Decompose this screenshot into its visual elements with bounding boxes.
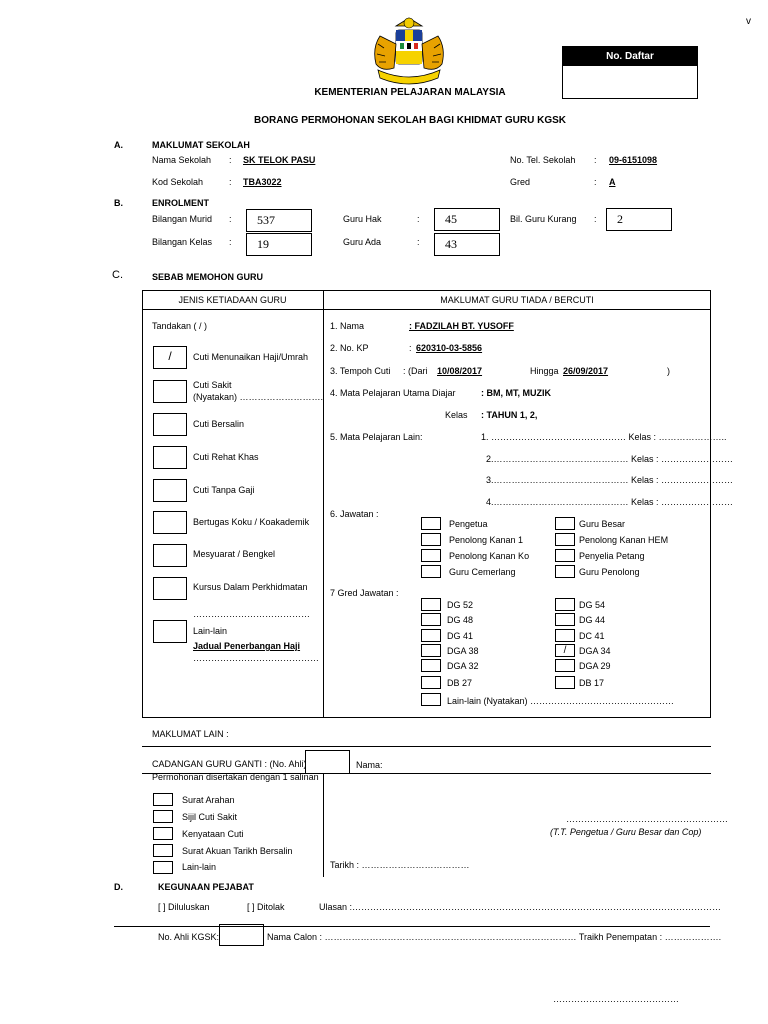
reason-checkbox[interactable] — [153, 620, 187, 643]
kod-sekolah-label: Kod Sekolah — [152, 177, 204, 187]
gred-lainlain: Lain-lain (Nyatakan) ………………………………………… — [447, 696, 675, 706]
gred-option: DB 27 — [447, 678, 473, 688]
no-kp-label: 2. No. KP — [330, 343, 369, 353]
ulasan-field[interactable]: Ulasan :…………………………………………………………………………………………………………… — [319, 902, 722, 912]
reason-checkbox[interactable] — [153, 413, 187, 436]
colon: : — [594, 214, 597, 224]
reason-label: Kursus Dalam Perkhidmatan — [193, 582, 308, 592]
form-title: BORANG PERMOHONAN SEKOLAH BAGI KHIDMAT GURU KGSK — [253, 115, 567, 126]
gred-checkbox[interactable] — [421, 629, 441, 642]
tempoh-to-value: 26/09/2017 — [563, 366, 609, 376]
reason-label: Cuti Rehat Khas — [193, 452, 259, 462]
reason-label: Cuti Sakit — [193, 380, 232, 390]
no-ahli-kgsk-field[interactable] — [219, 924, 264, 946]
jawatan-option: Guru Penolong — [579, 567, 640, 577]
colon: : — [594, 177, 597, 187]
lainlain-value: Jadual Penerbangan Haji — [193, 641, 301, 651]
attachment-checkbox[interactable] — [153, 861, 173, 874]
mata-pelajaran-lain-line: 2.……………………………………… Kelas : …………………… — [486, 454, 734, 464]
gred-checkbox[interactable] — [421, 644, 441, 657]
jawatan-checkbox[interactable] — [555, 549, 575, 562]
reason-checkbox[interactable] — [153, 479, 187, 502]
reason-label: Cuti Bersalin — [193, 419, 245, 429]
attachment-checkbox[interactable] — [153, 810, 173, 823]
attachment-label: Kenyataan Cuti — [182, 829, 244, 839]
divider-line — [142, 746, 711, 747]
reason-label: Mesyuarat / Bengkel — [193, 549, 276, 559]
tel-label: No. Tel. Sekolah — [510, 155, 576, 165]
gred-checkbox[interactable] — [421, 693, 441, 706]
attachment-label: Sijil Cuti Sakit — [182, 812, 238, 822]
mata-pelajaran-lain-label: 5. Mata Pelajaran Lain: — [330, 432, 423, 442]
table-header-line — [142, 309, 711, 310]
gred-label: Gred — [510, 177, 531, 187]
tempoh-hingga: Hingga — [530, 366, 559, 376]
signature-line: ……………………………………………… — [566, 814, 728, 824]
section-d-title: KEGUNAAN PEJABAT — [158, 882, 254, 892]
jawatan-option: Penyelia Petang — [579, 551, 645, 561]
gred-checkbox[interactable] — [421, 676, 441, 689]
gred-option: DG 52 — [447, 600, 474, 610]
gred-checkbox[interactable] — [555, 676, 575, 689]
gred-checkbox[interactable] — [555, 613, 575, 626]
bilangan-murid-label: Bilangan Murid — [152, 214, 213, 224]
jawatan-checkbox[interactable] — [555, 517, 575, 530]
ministry-title: KEMENTERIAN PELAJARAN MALAYSIA — [314, 87, 506, 98]
nama-value: : FADZILAH BT. YUSOFF — [409, 321, 514, 331]
no-ahli-field[interactable] — [305, 750, 350, 774]
reason-checkbox[interactable] — [153, 511, 187, 534]
guru-hak-field[interactable]: 45 — [434, 208, 500, 231]
jawatan-checkbox[interactable] — [555, 533, 575, 546]
attachment-label: Surat Arahan — [182, 795, 235, 805]
jawatan-option: Penolong Kanan Ko — [449, 551, 530, 561]
guru-hak-label: Guru Hak — [343, 214, 382, 224]
nama-guru-ganti-label: Nama: — [356, 760, 383, 770]
nama-sekolah-label: Nama Sekolah — [152, 155, 212, 165]
gred-option: DG 44 — [579, 615, 606, 625]
table-divider — [323, 290, 324, 718]
jawatan-option: Guru Cemerlang — [449, 567, 516, 577]
reason-checkbox[interactable] — [153, 577, 187, 600]
reason-checkbox[interactable] — [153, 446, 187, 469]
divider-line — [114, 926, 710, 927]
left-column-header: JENIS KETIADAAN GURU — [178, 295, 287, 305]
section-a-title: MAKLUMAT SEKOLAH — [152, 140, 250, 150]
no-kp-value: 620310-03-5856 — [416, 343, 483, 353]
gred-option: DB 17 — [579, 678, 605, 688]
mata-pelajaran-value: : BM, MT, MUZIK — [481, 388, 551, 398]
section-a-letter: A. — [114, 140, 123, 150]
colon: : — [417, 214, 420, 224]
colon: : — [229, 214, 232, 224]
reason-label: Lain-lain — [193, 626, 228, 636]
gred-checkbox[interactable] — [555, 598, 575, 611]
gred-option: DG 54 — [579, 600, 606, 610]
tempoh-cuti-label: 3. Tempoh Cuti — [330, 366, 391, 376]
gred-checkbox[interactable] — [421, 659, 441, 672]
section-c-title: SEBAB MEMOHON GURU — [152, 272, 264, 282]
gred-option: DG 48 — [447, 615, 474, 625]
nama-label: 1. Nama — [330, 321, 365, 331]
diluluskan-option[interactable]: [ ] Diluluskan — [158, 902, 210, 912]
guru-ada-field[interactable]: 43 — [434, 233, 500, 256]
section-b-title: ENROLMENT — [152, 198, 209, 208]
bilangan-murid-field[interactable]: 537 — [246, 209, 312, 232]
section-d-letter: D. — [114, 882, 123, 892]
gred-checkbox[interactable] — [421, 613, 441, 626]
gred-checkbox[interactable] — [421, 598, 441, 611]
jawatan-checkbox[interactable] — [555, 565, 575, 578]
jawatan-checkbox[interactable] — [421, 517, 441, 530]
attachment-label: Lain-lain — [182, 862, 217, 872]
gred-checkbox[interactable] — [555, 629, 575, 642]
signature-caption: (T.T. Pengetua / Guru Besar dan Cop) — [550, 827, 702, 837]
divider-line — [323, 773, 324, 877]
section-b-letter: B. — [114, 198, 123, 208]
ditolak-option[interactable]: [ ] Ditolak — [247, 902, 285, 912]
attachment-checkbox[interactable] — [153, 827, 173, 840]
nama-sekolah-value: SK TELOK PASU — [243, 155, 316, 165]
jawatan-label: 6. Jawatan : — [330, 509, 379, 519]
bilangan-kelas-field[interactable]: 19 — [246, 233, 312, 256]
tempoh-close: ) — [667, 366, 670, 376]
bottom-signature-line: …………………………………… — [553, 994, 679, 1004]
gred-value: A — [609, 177, 616, 187]
reason-label: Bertugas Koku / Koakademik — [193, 517, 310, 527]
jawatan-option: Penolong Kanan HEM — [579, 535, 669, 545]
cuti-sakit-note: (Nyatakan) ………………………. — [193, 392, 324, 402]
mata-pelajaran-lain-line: 1. ……………………………………… Kelas : ………………….. — [481, 432, 727, 442]
reason-checkbox[interactable] — [153, 380, 187, 403]
coat-of-arms-icon — [366, 14, 452, 86]
kelas-label: Kelas — [445, 410, 468, 420]
gred-option: DC 41 — [579, 631, 605, 641]
tempoh-from-value: 10/08/2017 — [437, 366, 483, 376]
colon: : — [417, 237, 420, 247]
reason-checkbox[interactable]: / — [153, 346, 187, 369]
colon: : — [229, 237, 232, 247]
cadangan-label: CADANGAN GURU GANTI : (No. Ahli) — [152, 759, 307, 769]
no-ahli-kgsk-label: No. Ahli KGSK: — [158, 932, 220, 942]
reason-label: Cuti Tanpa Gaji — [193, 485, 255, 495]
colon: : — [229, 177, 232, 187]
reason-checkbox[interactable] — [153, 544, 187, 567]
tempoh-dari: : (Dari — [403, 366, 428, 376]
jawatan-option: Penolong Kanan 1 — [449, 535, 524, 545]
jawatan-checkbox[interactable] — [421, 549, 441, 562]
nama-calon-field[interactable]: Nama Calon : ………………………………………………………………………… Traikh Penempatan : ………………. — [267, 932, 722, 942]
mata-pelajaran-label: 4. Mata Pelajaran Utama Diajar — [330, 388, 456, 398]
gred-checkbox[interactable] — [555, 659, 575, 672]
gred-option: DGA 29 — [579, 661, 611, 671]
section-c-letter: C. — [112, 269, 123, 281]
gred-checkbox[interactable]: / — [555, 644, 575, 657]
jawatan-checkbox[interactable] — [421, 565, 441, 578]
lainlain-dots: ………………………………… — [193, 609, 310, 619]
attachment-label: Surat Akuan Tarikh Bersalin — [182, 846, 293, 856]
no-daftar-label: No. Daftar — [563, 47, 697, 66]
kod-sekolah-value: TBA3022 — [243, 177, 282, 187]
bil-guru-kurang-label: Bil. Guru Kurang — [510, 214, 577, 224]
gred-option: DGA 32 — [447, 661, 479, 671]
gred-option: DG 41 — [447, 631, 474, 641]
corner-mark: v — [746, 16, 751, 27]
attachment-checkbox[interactable] — [153, 793, 173, 806]
attachment-checkbox[interactable] — [153, 844, 173, 857]
tarikh-label: Tarikh : ……………………………… — [330, 860, 470, 870]
lainlain-dots: …………………………………… — [193, 653, 319, 663]
bilangan-kelas-label: Bilangan Kelas — [152, 237, 213, 247]
permohonan-label: Permohonan disertakan dengan 1 salinan — [152, 772, 319, 782]
jawatan-checkbox[interactable] — [421, 533, 441, 546]
kelas-value: : TAHUN 1, 2, — [481, 410, 538, 420]
gred-option: DGA 34 — [579, 646, 611, 656]
mata-pelajaran-lain-line: 4.……………………………………… Kelas : …………………… — [486, 497, 734, 507]
colon: : — [229, 155, 232, 165]
right-column-header: MAKLUMAT GURU TIADA / BERCUTI — [440, 295, 594, 305]
maklumat-lain-label: MAKLUMAT LAIN : — [152, 729, 229, 739]
tandakan-label: Tandakan ( / ) — [152, 321, 208, 331]
tel-value: 09-6151098 — [609, 155, 658, 165]
jawatan-option: Guru Besar — [579, 519, 626, 529]
reason-label: Cuti Menunaikan Haji/Umrah — [193, 352, 309, 362]
colon: : — [594, 155, 597, 165]
guru-ada-label: Guru Ada — [343, 237, 382, 247]
mata-pelajaran-lain-line: 3.……………………………………… Kelas : …………………… — [486, 475, 734, 485]
gred-jawatan-label: 7 Gred Jawatan : — [330, 588, 399, 598]
jawatan-option: Pengetua — [449, 519, 488, 529]
bil-guru-kurang-field[interactable]: 2 — [606, 208, 672, 231]
gred-option: DGA 38 — [447, 646, 479, 656]
